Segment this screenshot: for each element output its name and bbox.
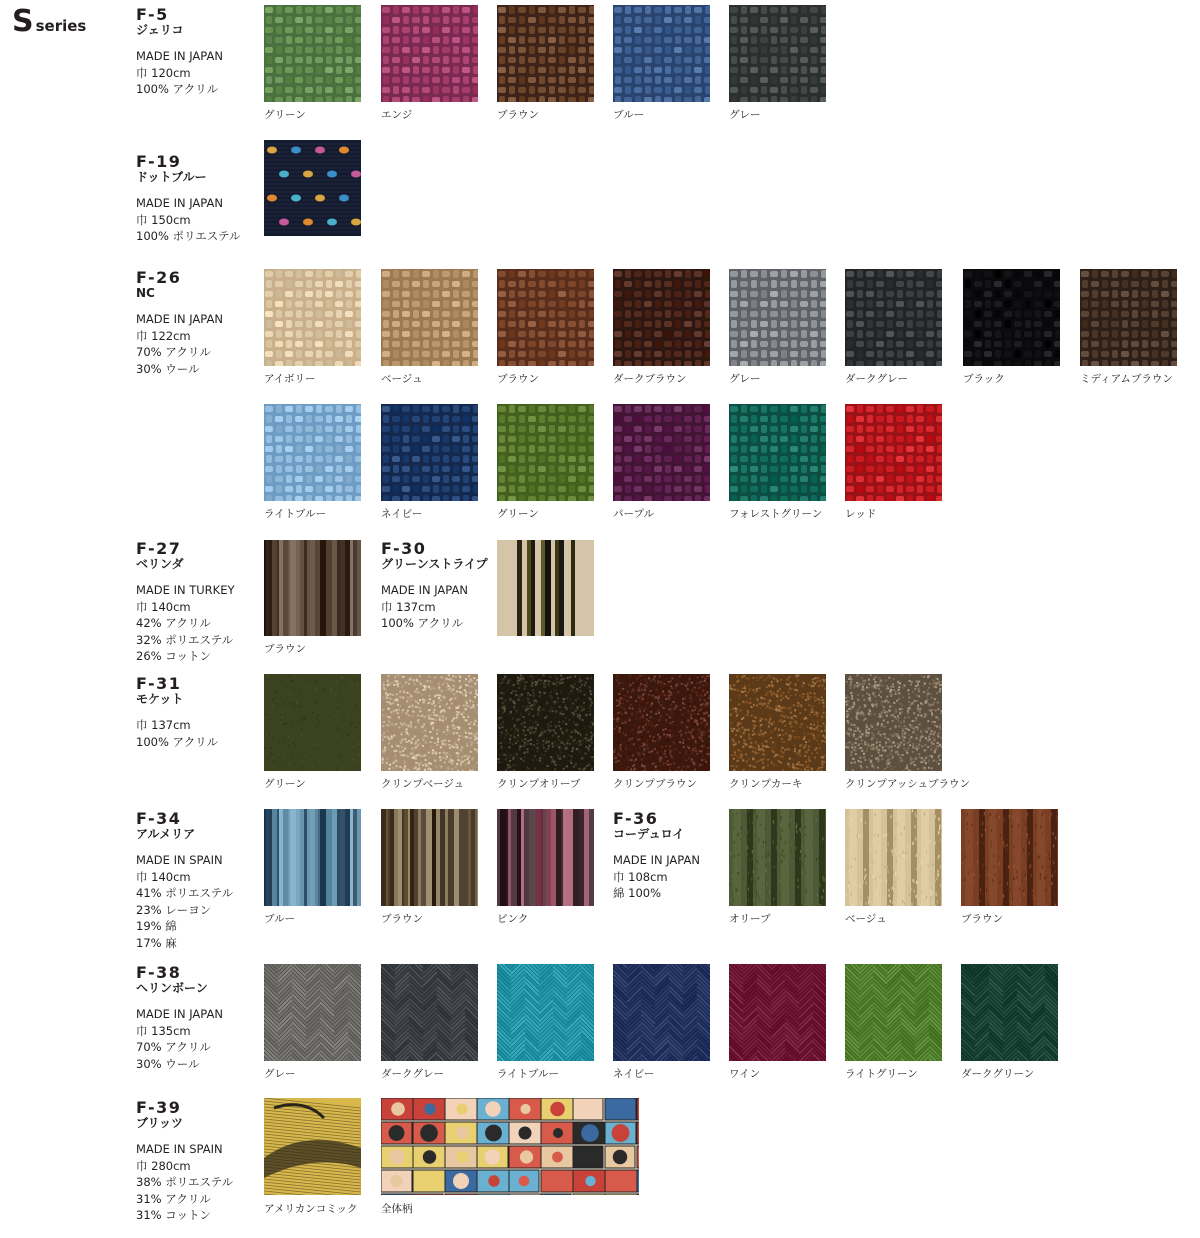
fabric-swatch	[963, 269, 1060, 366]
fabric-name: NC	[136, 286, 155, 300]
fabric-code: F-19	[136, 152, 182, 171]
fabric-spec: 巾 140cm	[136, 599, 191, 614]
fabric-code: F-34	[136, 809, 182, 828]
fabric-swatch	[613, 674, 710, 771]
fabric-swatch	[264, 269, 361, 366]
fabric-spec: 巾 108cm	[613, 869, 668, 884]
fabric-info-f34	[136, 810, 233, 951]
fabric-spec: 巾 120cm	[136, 65, 191, 80]
fabric-swatch	[381, 5, 478, 102]
swatch-color-label: ライトグリーン	[845, 1068, 918, 1080]
fabric-spec: 巾 137cm	[381, 599, 436, 614]
fabric-swatch	[264, 5, 361, 102]
fabric-spec: MADE IN SPAIN	[136, 1142, 223, 1156]
fabric-swatch	[381, 404, 478, 501]
fabric-code: F-26	[136, 268, 182, 287]
swatch-color-label: ダークグレー	[845, 373, 908, 385]
fabric-spec: 31% コットン	[136, 1208, 211, 1222]
swatch-color-label: ベージュ	[381, 373, 423, 385]
fabric-swatch	[264, 404, 361, 501]
swatch-color-label: ダークグレー	[381, 1068, 444, 1080]
fabric-swatch	[613, 404, 710, 501]
swatch-color-label: グレー	[729, 109, 761, 121]
swatch-color-label: ブラウン	[497, 373, 539, 385]
fabric-swatch	[497, 674, 594, 771]
swatch-color-label: クリンプベージュ	[381, 778, 465, 790]
fabric-swatch	[729, 5, 826, 102]
swatch-color-label: ネイビー	[613, 1068, 655, 1080]
fabric-name: ジェリコ	[136, 23, 184, 37]
fabric-spec: 100% アクリル	[136, 82, 219, 96]
fabric-swatch	[961, 964, 1058, 1061]
swatch-color-label: グリーン	[497, 508, 539, 520]
fabric-info-f38	[136, 964, 223, 1072]
fabric-swatch	[264, 140, 361, 236]
fabric-spec: 巾 137cm	[136, 718, 191, 732]
fabric-spec: MADE IN SPAIN	[136, 853, 223, 867]
fabric-spec: 31% アクリル	[136, 1191, 211, 1206]
swatch-color-label: クリンプブラウン	[613, 778, 697, 790]
fabric-spec: 42% アクリル	[136, 616, 211, 630]
swatch-color-label: グリーン	[264, 109, 306, 121]
fabric-spec: MADE IN JAPAN	[136, 49, 223, 63]
fabric-name: アルメリア	[136, 827, 196, 841]
swatch-color-label: エンジ	[381, 109, 413, 121]
fabric-info-f26	[136, 269, 223, 377]
swatch-color-label: ブラック	[963, 373, 1005, 385]
fabric-swatch	[845, 404, 942, 501]
swatch-color-label: ブラウン	[264, 643, 306, 655]
fabric-code: F-36	[613, 809, 659, 828]
fabric-spec: 30% ウール	[136, 361, 200, 376]
fabric-code: F-30	[381, 539, 427, 558]
fabric-swatch	[497, 269, 594, 366]
fabric-code: F-38	[136, 963, 182, 982]
swatch-color-label: オリーブ	[729, 913, 771, 925]
swatch-color-label: ダークグリーン	[961, 1068, 1035, 1080]
swatch-color-label: ネイビー	[381, 508, 423, 520]
swatch-color-label: 全体柄	[381, 1203, 413, 1215]
fabric-spec: 19% 綿	[136, 919, 177, 933]
fabric-spec: MADE IN JAPAN	[136, 1007, 223, 1021]
series-title	[12, 4, 86, 39]
fabric-swatch	[613, 269, 710, 366]
fabric-spec: 綿 100%	[613, 886, 662, 900]
swatch-color-label: ライトブルー	[264, 508, 326, 520]
swatch-color-label: ワイン	[729, 1068, 761, 1080]
fabric-spec: 巾 280cm	[136, 1158, 191, 1173]
fabric-info-f19	[136, 153, 241, 245]
fabric-swatch	[381, 269, 478, 366]
fabric-spec: 100% ポリエステル	[136, 229, 241, 243]
fabric-info-f39	[136, 1099, 233, 1224]
fabric-swatch	[381, 964, 478, 1061]
fabric-spec: 38% ポリエステル	[136, 1175, 234, 1189]
swatch-color-label: グレー	[264, 1068, 296, 1080]
fabric-spec: 100% アクリル	[136, 734, 219, 749]
fabric-spec: 32% ポリエステル	[136, 632, 234, 647]
swatch-color-label: ブラウン	[961, 913, 1003, 925]
fabric-spec: MADE IN JAPAN	[381, 583, 468, 597]
swatch-color-label: ブルー	[264, 913, 296, 925]
swatch-color-label: フォレストグリーン	[729, 508, 823, 520]
fabric-spec: 30% ウール	[136, 1056, 200, 1071]
fabric-swatch	[729, 269, 826, 366]
fabric-info-f31	[136, 675, 218, 750]
swatch-color-label: アイボリー	[264, 373, 316, 385]
fabric-swatch	[264, 674, 361, 771]
fabric-swatch	[1080, 269, 1177, 366]
fabric-swatch	[497, 540, 594, 636]
fabric-swatch	[264, 540, 361, 636]
swatch-color-label: クリンプカーキ	[729, 778, 803, 790]
fabric-code: F-39	[136, 1098, 182, 1117]
swatch-color-label: ピンク	[497, 913, 529, 925]
swatch-color-label: レッド	[845, 508, 877, 520]
fabric-swatch	[729, 404, 826, 501]
fabric-code: F-31	[136, 674, 182, 693]
fabric-swatch	[845, 809, 942, 906]
swatch-color-label: ミディアムブラウン	[1080, 373, 1173, 385]
fabric-swatch	[729, 964, 826, 1061]
swatch-color-label: ブラウン	[497, 109, 539, 121]
swatch-color-label: パープル	[613, 508, 655, 520]
fabric-swatch	[961, 809, 1058, 906]
swatch-color-label: グレー	[729, 373, 761, 385]
fabric-name: ベリンダ	[136, 557, 184, 571]
fabric-spec: 巾 122cm	[136, 328, 191, 343]
series-letter: S	[12, 4, 33, 39]
fabric-spec: MADE IN JAPAN	[136, 312, 223, 326]
swatch-color-label: ブラウン	[381, 913, 423, 925]
fabric-info-f30	[381, 540, 488, 632]
fabric-swatch	[729, 674, 826, 771]
fabric-spec: 巾 140cm	[136, 869, 191, 884]
fabric-spec: 23% レーヨン	[136, 902, 212, 917]
fabric-spec: MADE IN TURKEY	[136, 583, 235, 597]
fabric-spec: 巾 135cm	[136, 1023, 191, 1038]
fabric-swatch	[613, 5, 710, 102]
fabric-spec: MADE IN JAPAN	[136, 196, 223, 210]
fabric-name: ヘリンボーン	[136, 981, 208, 995]
fabric-info-f27	[136, 540, 234, 665]
fabric-swatch	[845, 269, 942, 366]
fabric-spec: 100% アクリル	[381, 616, 464, 630]
fabric-code: F-27	[136, 539, 182, 558]
fabric-swatch	[613, 964, 710, 1061]
swatch-color-label: ブルー	[613, 109, 645, 121]
fabric-spec: 70% アクリル	[136, 345, 211, 359]
fabric-spec: 17% 麻	[136, 935, 177, 950]
fabric-spec: 70% アクリル	[136, 1040, 211, 1054]
fabric-swatch	[729, 809, 826, 906]
fabric-swatch	[845, 674, 942, 771]
swatch-color-label: ダークブラウン	[613, 373, 687, 385]
fabric-code: F-5	[136, 5, 169, 24]
fabric-swatch	[264, 809, 361, 906]
swatch-color-label: クリンプアッシュブラウン	[845, 778, 971, 790]
fabric-name: グリーンストライプ	[381, 557, 488, 571]
swatch-color-label: アメリカンコミック	[264, 1203, 358, 1215]
fabric-info-f5	[136, 6, 223, 98]
fabric-info-f36	[613, 810, 700, 902]
fabric-name: コーデュロイ	[613, 827, 685, 841]
swatch-color-label: ベージュ	[845, 913, 887, 925]
fabric-swatch	[381, 1098, 639, 1195]
fabric-spec: MADE IN JAPAN	[613, 853, 700, 867]
fabric-spec: 41% ポリエステル	[136, 886, 234, 900]
fabric-swatch	[845, 964, 942, 1061]
fabric-swatch	[497, 964, 594, 1061]
fabric-spec: 巾 150cm	[136, 212, 191, 227]
fabric-name: モケット	[136, 692, 184, 706]
swatch-color-label: クリンプオリーブ	[497, 778, 581, 790]
fabric-swatch	[381, 809, 478, 906]
fabric-swatch	[264, 964, 361, 1061]
swatch-color-label: ライトブルー	[497, 1068, 559, 1080]
fabric-name: ブリッツ	[136, 1116, 184, 1130]
fabric-swatch	[497, 5, 594, 102]
swatch-color-label: グリーン	[264, 778, 306, 790]
series-word: series	[35, 17, 87, 35]
fabric-swatch	[264, 1098, 361, 1195]
fabric-name: ドットブルー	[136, 170, 207, 184]
fabric-swatch	[497, 809, 594, 906]
fabric-swatch	[381, 674, 478, 771]
fabric-swatch	[497, 404, 594, 501]
fabric-spec: 26% コットン	[136, 649, 211, 663]
